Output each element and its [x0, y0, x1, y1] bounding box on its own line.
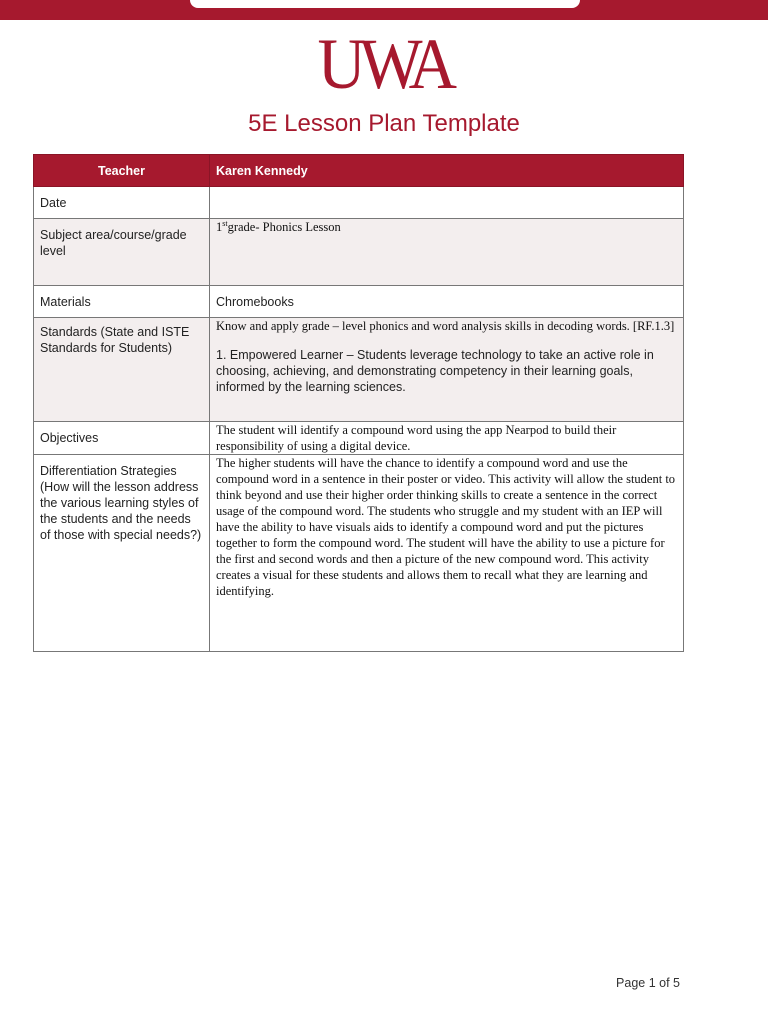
- objectives-label: Objectives: [34, 422, 210, 455]
- page-number: Page 1 of 5: [616, 976, 680, 990]
- uwa-logo: UWA: [317, 24, 451, 104]
- table-row-subject: [34, 219, 684, 286]
- standards-value: [210, 318, 684, 422]
- header-tab: [190, 0, 580, 8]
- subject-value-text: grade- Phonics Lesson: [227, 220, 341, 234]
- standards-label: Standards (State and ISTE Standards for Students): [34, 318, 210, 422]
- table-header-row: [34, 155, 684, 187]
- table-row-materials: [34, 286, 684, 318]
- subject-value-sup: st: [222, 218, 228, 228]
- teacher-value: Karen Kennedy: [210, 155, 684, 187]
- lesson-plan-table: [33, 154, 684, 652]
- standards-iste-text: 1. Empowered Learner – Students leverage technology to take an active role in choosing, achieving, and demonstrating competency in their learning goals, informed by the learning sciences.: [216, 347, 654, 394]
- page-title: 5E Lesson Plan Template: [248, 110, 520, 137]
- table-row-differentiation: [34, 455, 684, 652]
- differentiation-label: Differentiation Strategies (How will the lesson address the various learning styles of the students and the needs of those with special needs?): [34, 455, 210, 652]
- teacher-label: Teacher: [34, 155, 210, 187]
- materials-value: Chromebooks: [210, 286, 684, 318]
- subject-value: [210, 219, 684, 286]
- table-row-standards: [34, 318, 684, 422]
- table-row-objectives: [34, 422, 684, 455]
- differentiation-value: The higher students will have the chance to identify a compound word and use the compound word in a sentence in their poster or video. This activity will allow the student to think beyond and use their higher order thinking skills to create a sentence in the correct usage of the compound word. The students who struggle and my student with an IEP will have the ability to have visuals aids to identify a compound word and put the pictures together to form the compound word. The student will have the ability to use a picture for the first and second words and then a picture of the new compound word. This activity creates a visual for these students and allows them to recall what they are learning and identifying.: [210, 455, 684, 652]
- date-label: Date: [34, 187, 210, 219]
- objectives-value: The student will identify a compound word using the app Nearpod to build their responsibility of using a digital device.: [210, 422, 684, 455]
- subject-value-prefix: 1: [216, 220, 223, 234]
- subject-label: Subject area/course/grade level: [34, 219, 210, 286]
- standards-state-text: Know and apply grade – level phonics and word analysis skills in decoding words. [RF.1.3]: [216, 319, 675, 333]
- materials-label: Materials: [34, 286, 210, 318]
- date-value: [210, 187, 684, 219]
- table-row-date: [34, 187, 684, 219]
